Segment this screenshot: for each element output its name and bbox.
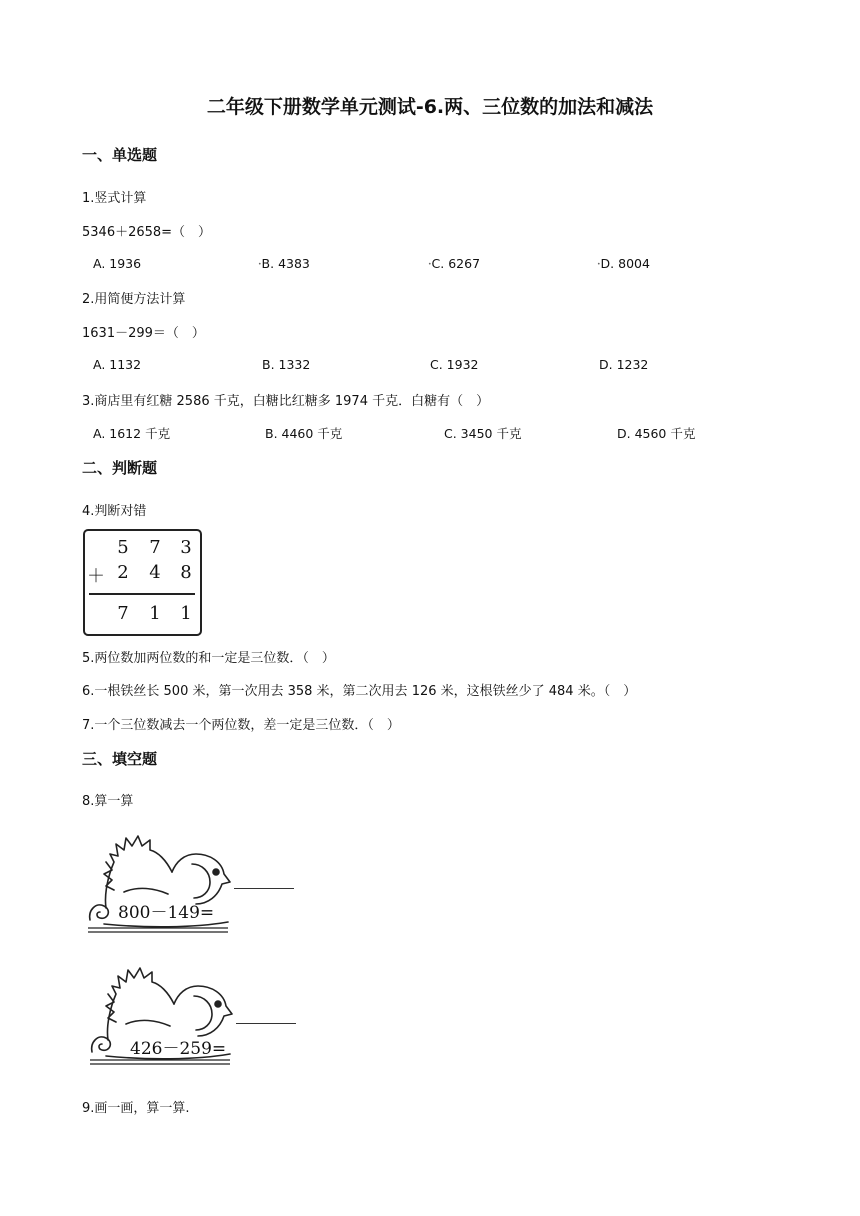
radio-dot-icon: • <box>258 261 262 268</box>
section-heading-single-choice: 一、单选题 <box>82 146 158 164</box>
digit: 8 <box>180 562 192 583</box>
question-7: 7.一个三位数减去一个两位数，差一定是三位数．（ ） <box>82 718 400 733</box>
digit: 7 <box>149 537 161 558</box>
addend-row-1 <box>85 537 200 559</box>
question-3-option-d[interactable]: D. 4560 千克 <box>617 426 696 441</box>
question-2-option-a[interactable]: A. 1132 <box>93 357 142 372</box>
question-9-stem: 9.画一画，算一算. <box>82 1101 190 1116</box>
digit: 1 <box>180 603 192 624</box>
option-label: C. 6267 <box>431 256 481 271</box>
question-3-option-b[interactable]: B. 4460 千克 <box>265 426 343 441</box>
question-3-stem: 3.商店里有红糖 2586 千克，白糖比红糖多 1974 千克．白糖有（ ） <box>82 394 490 409</box>
question-8-expression-1: 800－149= <box>118 903 215 923</box>
question-2-expression: 1631－299＝（ ） <box>82 326 205 341</box>
question-1-option-b[interactable] <box>258 256 310 271</box>
section-heading-fill-in: 三、填空题 <box>82 750 158 768</box>
question-4-stem: 4.判断对错 <box>82 504 147 519</box>
question-1-option-c[interactable] <box>428 256 480 271</box>
plus-sign: ＋ <box>87 566 105 587</box>
question-1-option-a[interactable]: A. 1936 <box>93 256 142 271</box>
sum-row <box>85 603 200 625</box>
question-2-stem: 2.用简便方法计算 <box>82 292 186 307</box>
addend-row-2 <box>85 562 200 587</box>
question-2-option-c[interactable]: C. 1932 <box>430 357 479 372</box>
question-8-expression-2: 426－259= <box>130 1039 227 1059</box>
answer-blank-1[interactable] <box>234 888 294 889</box>
question-2-option-b[interactable]: B. 1332 <box>262 357 311 372</box>
option-label: B. 4383 <box>261 256 310 271</box>
question-3-option-c[interactable]: C. 3450 千克 <box>444 426 522 441</box>
question-1-option-d[interactable] <box>597 256 650 271</box>
digit: 1 <box>149 603 161 624</box>
section-heading-true-false: 二、判断题 <box>82 459 158 477</box>
digit: 2 <box>117 562 129 583</box>
question-5: 5.两位数加两位数的和一定是三位数．（ ） <box>82 651 335 666</box>
page-title: 二年级下册数学单元测试-6.两、三位数的加法和减法 <box>206 96 654 118</box>
vertical-addition-box <box>83 529 202 636</box>
radio-dot-icon: • <box>428 261 432 268</box>
sum-line <box>89 593 195 595</box>
digit: 5 <box>117 537 129 558</box>
question-8-stem: 8.算一算 <box>82 794 134 809</box>
digit: 7 <box>117 603 129 624</box>
question-3-option-a[interactable]: A. 1612 千克 <box>93 426 171 441</box>
answer-blank-2[interactable] <box>236 1023 296 1024</box>
digit: 4 <box>149 562 161 583</box>
question-1-expression: 5346＋2658=（ ） <box>82 225 212 240</box>
question-6: 6.一根铁丝长 500 米，第一次用去 358 米，第二次用去 126 米，这根铁丝少了 484 米。（ ） <box>82 684 637 699</box>
digit: 3 <box>180 537 192 558</box>
radio-dot-icon: • <box>597 261 601 268</box>
question-2-option-d[interactable]: D. 1232 <box>599 357 649 372</box>
option-label: D. 8004 <box>600 256 650 271</box>
question-1-stem: 1.竖式计算 <box>82 191 147 206</box>
